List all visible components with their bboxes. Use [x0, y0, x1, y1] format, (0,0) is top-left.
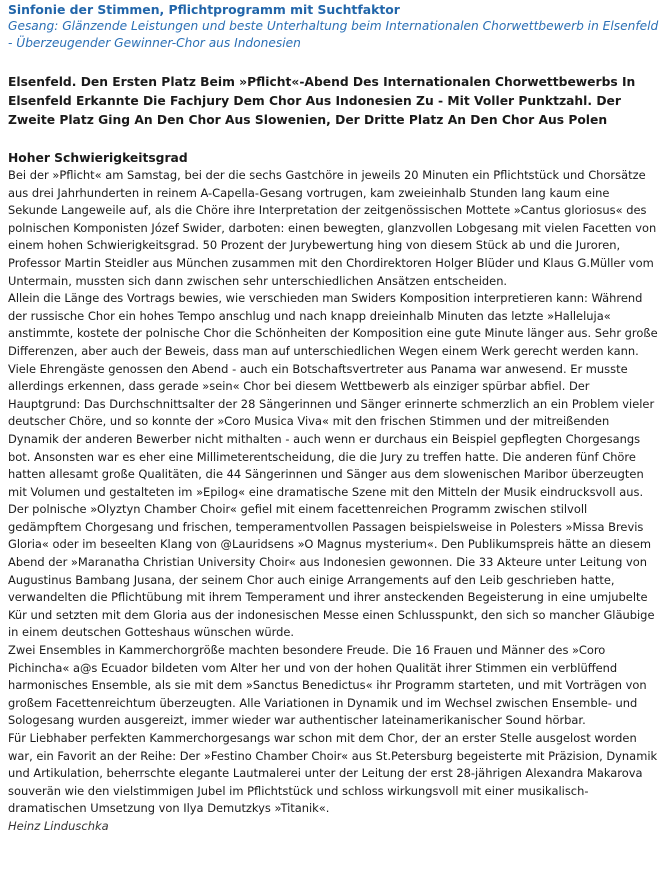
paragraph-3: Viele Ehrengäste genossen den Abend - auch ein Botschaftsvertreter aus Panama war anwesend. Er musste allerdings erkennen, dass gerade »sein« Chor bei diesem Wettbewerb als einziger spürbar abfiel. Der Hauptgrund: Das Durchschnittsalter der 28 Sängerinnen und Sänger erinnerte schmerzlich an ein Problem vieler deutscher Chöre, und so konnte der »Coro Musica Viva« mit den frischen Stimmen und der mitreißenden Dynamik der anderen Bewerber nicht mithalten - auch wenn er durchaus ein Beispiel gepflegten Chorgesangs bot. Ansonsten war es eher eine Millimeterentscheidung, die die Jury zu treffen hatte. Die anderen fünf Chöre hatten allesamt große Qualitäten, die 44 Sängerinnen und Sänger aus dem slowenischen Maribor überzeugten mit Volumen und gestalteten im »Epilog« eine dramatische Szene mit den Mitteln der Musik eindrucksvoll aus. Der polnische »Olyztyn Chamber Choir« gefiel mit einem facettenreichen Programm zwischen stilvoll gedämpftem Chorgesang und frischen, temperamentvollen Passagen beispielsweise in Polesters »Missa Brevis Gloria« oder im beseelten Klang von @Lauridsens »O Magnus mysterium«. Den Publikumspreis hätte an diesem Abend der »Maranatha Christian University Choir« aus Indonesien gewonnen. Die 33 Akteure unter Leitung von Augustinus Bambang Jusana, der seinem Chor auch einige Arrangements auf den Leib geschrieben hatte, verwandelten die Pflichtübung mit ihrem Temperament und ihrer ansteckenden Begeisterung in eine umjubelte Kür und setzten mit dem Gloria aus der indonesischen Messe einen Schlusspunkt, den sich so mancher Gläubige in einem deutschen Gotteshaus wünschen würde.	[8, 361, 655, 640]
section-heading: Hoher Schwierigkeitsgrad	[8, 151, 188, 165]
paragraph-5: Für Liebhaber perfekten Kammerchorgesangs war schon mit dem Chor, der an erster Stelle ausgelost worden war, ein Favorit an der Reihe: Der »Festino Chamber Choir« aus St.Petersburg begeisterte mit Präzision, Dynamik und Artikulation, beherrschte elegante Lautmalerei unter der Leitung der erst 28-jährigen Alexandra Makarova souverän wie den vielstimmigen Jubel im Pflichtstück und schloss wirkungsvoll mit einer musikalisch-dramatischen Umsetzung von Ilya Demutzkys »Titanik«.	[8, 731, 658, 816]
article-subtitle: Gesang: Glänzende Leistungen und beste Unterhaltung beim Internationalen Chorwettbewerb in Elsenfeld - Überzeugender Gewinner-Chor aus Indonesien	[8, 19, 659, 50]
article-lead: Elsenfeld. Den Ersten Platz Beim »Pflicht«-Abend Des Internationalen Chorwettbewerbs In Elsenfeld Erkannte Die Fachjury Dem Chor Aus Indonesien Zu - Mit Voller Punktzahl. Der Zweite Platz Ging An Den Chor Aus Slowenien, Der Dritte Platz An Den Chor Aus Polen	[8, 75, 636, 127]
paragraph-1: Bei der »Pflicht« am Samstag, bei der die sechs Gastchöre in jeweils 20 Minuten ein Pflichtstück und Chorsätze aus drei Jahrhunderten in reinem A-Capella-Gesang vortrugen, kam zweieinhalb Stunden lang kaum eine Sekunde Langeweile auf, als die Chöre ihre Interpretation der zeitgenössischen Mottete »Cantus gloriosus« des polnischen Komponisten Józef Swider, darboten: einen bewegten, glanzvollen Lobgesang mit vielen Facetten von einem hohen Schwierigkeitsgrad. 50 Prozent der Jurybewertung hing von diesem Stück ab und die Juroren, Professor Martin Steidler aus München zusammen mit den Chordirektoren Holger Blüder und Klaus G.Müller vom Untermain, mussten sich dann zwischen sehr unterschiedlichen Ansätzen entscheiden.	[8, 168, 657, 288]
paragraph-2: Allein die Länge des Vortrags bewies, wie verschieden man Swiders Komposition interpretieren kann: Während der russische Chor ein hohes Tempo anschlug und nach knapp dreieinhalb Minuten das letzte »Halleluja« anstimmte, kostete der polnische Chor die Schönheiten der Komposition eine gute Minute länger aus. Sehr große Differenzen, aber auch der Beweis, dass man auf unterschiedlichen Wegen einem Werk gerecht werden kann.	[8, 291, 658, 358]
paragraph-4: Zwei Ensembles in Kammerchorgröße machten besondere Freude. Die 16 Frauen und Männer des »Coro Pichincha« a@s Ecuador bildeten vom Alter her und von der hohen Qualität ihrer Stimmen ein verblüffend harmonisches Ensemble, als sie mit dem »Sanctus Benedictus« ihr Programm starteten, und mit Vorträgen von großem Facettenreichtum überzeugten. Alle Variationen in Dynamik und im Wechsel zwischen Ensemble- und Sologesang wurden ausgereizt, immer wieder war authentischer lateinamerikanischer Sound hörbar.	[8, 643, 647, 728]
article-title: Sinfonie der Stimmen, Pflichtprogramm mit Suchtfaktor	[8, 2, 400, 17]
author-byline: Heinz Linduschka	[8, 818, 109, 833]
